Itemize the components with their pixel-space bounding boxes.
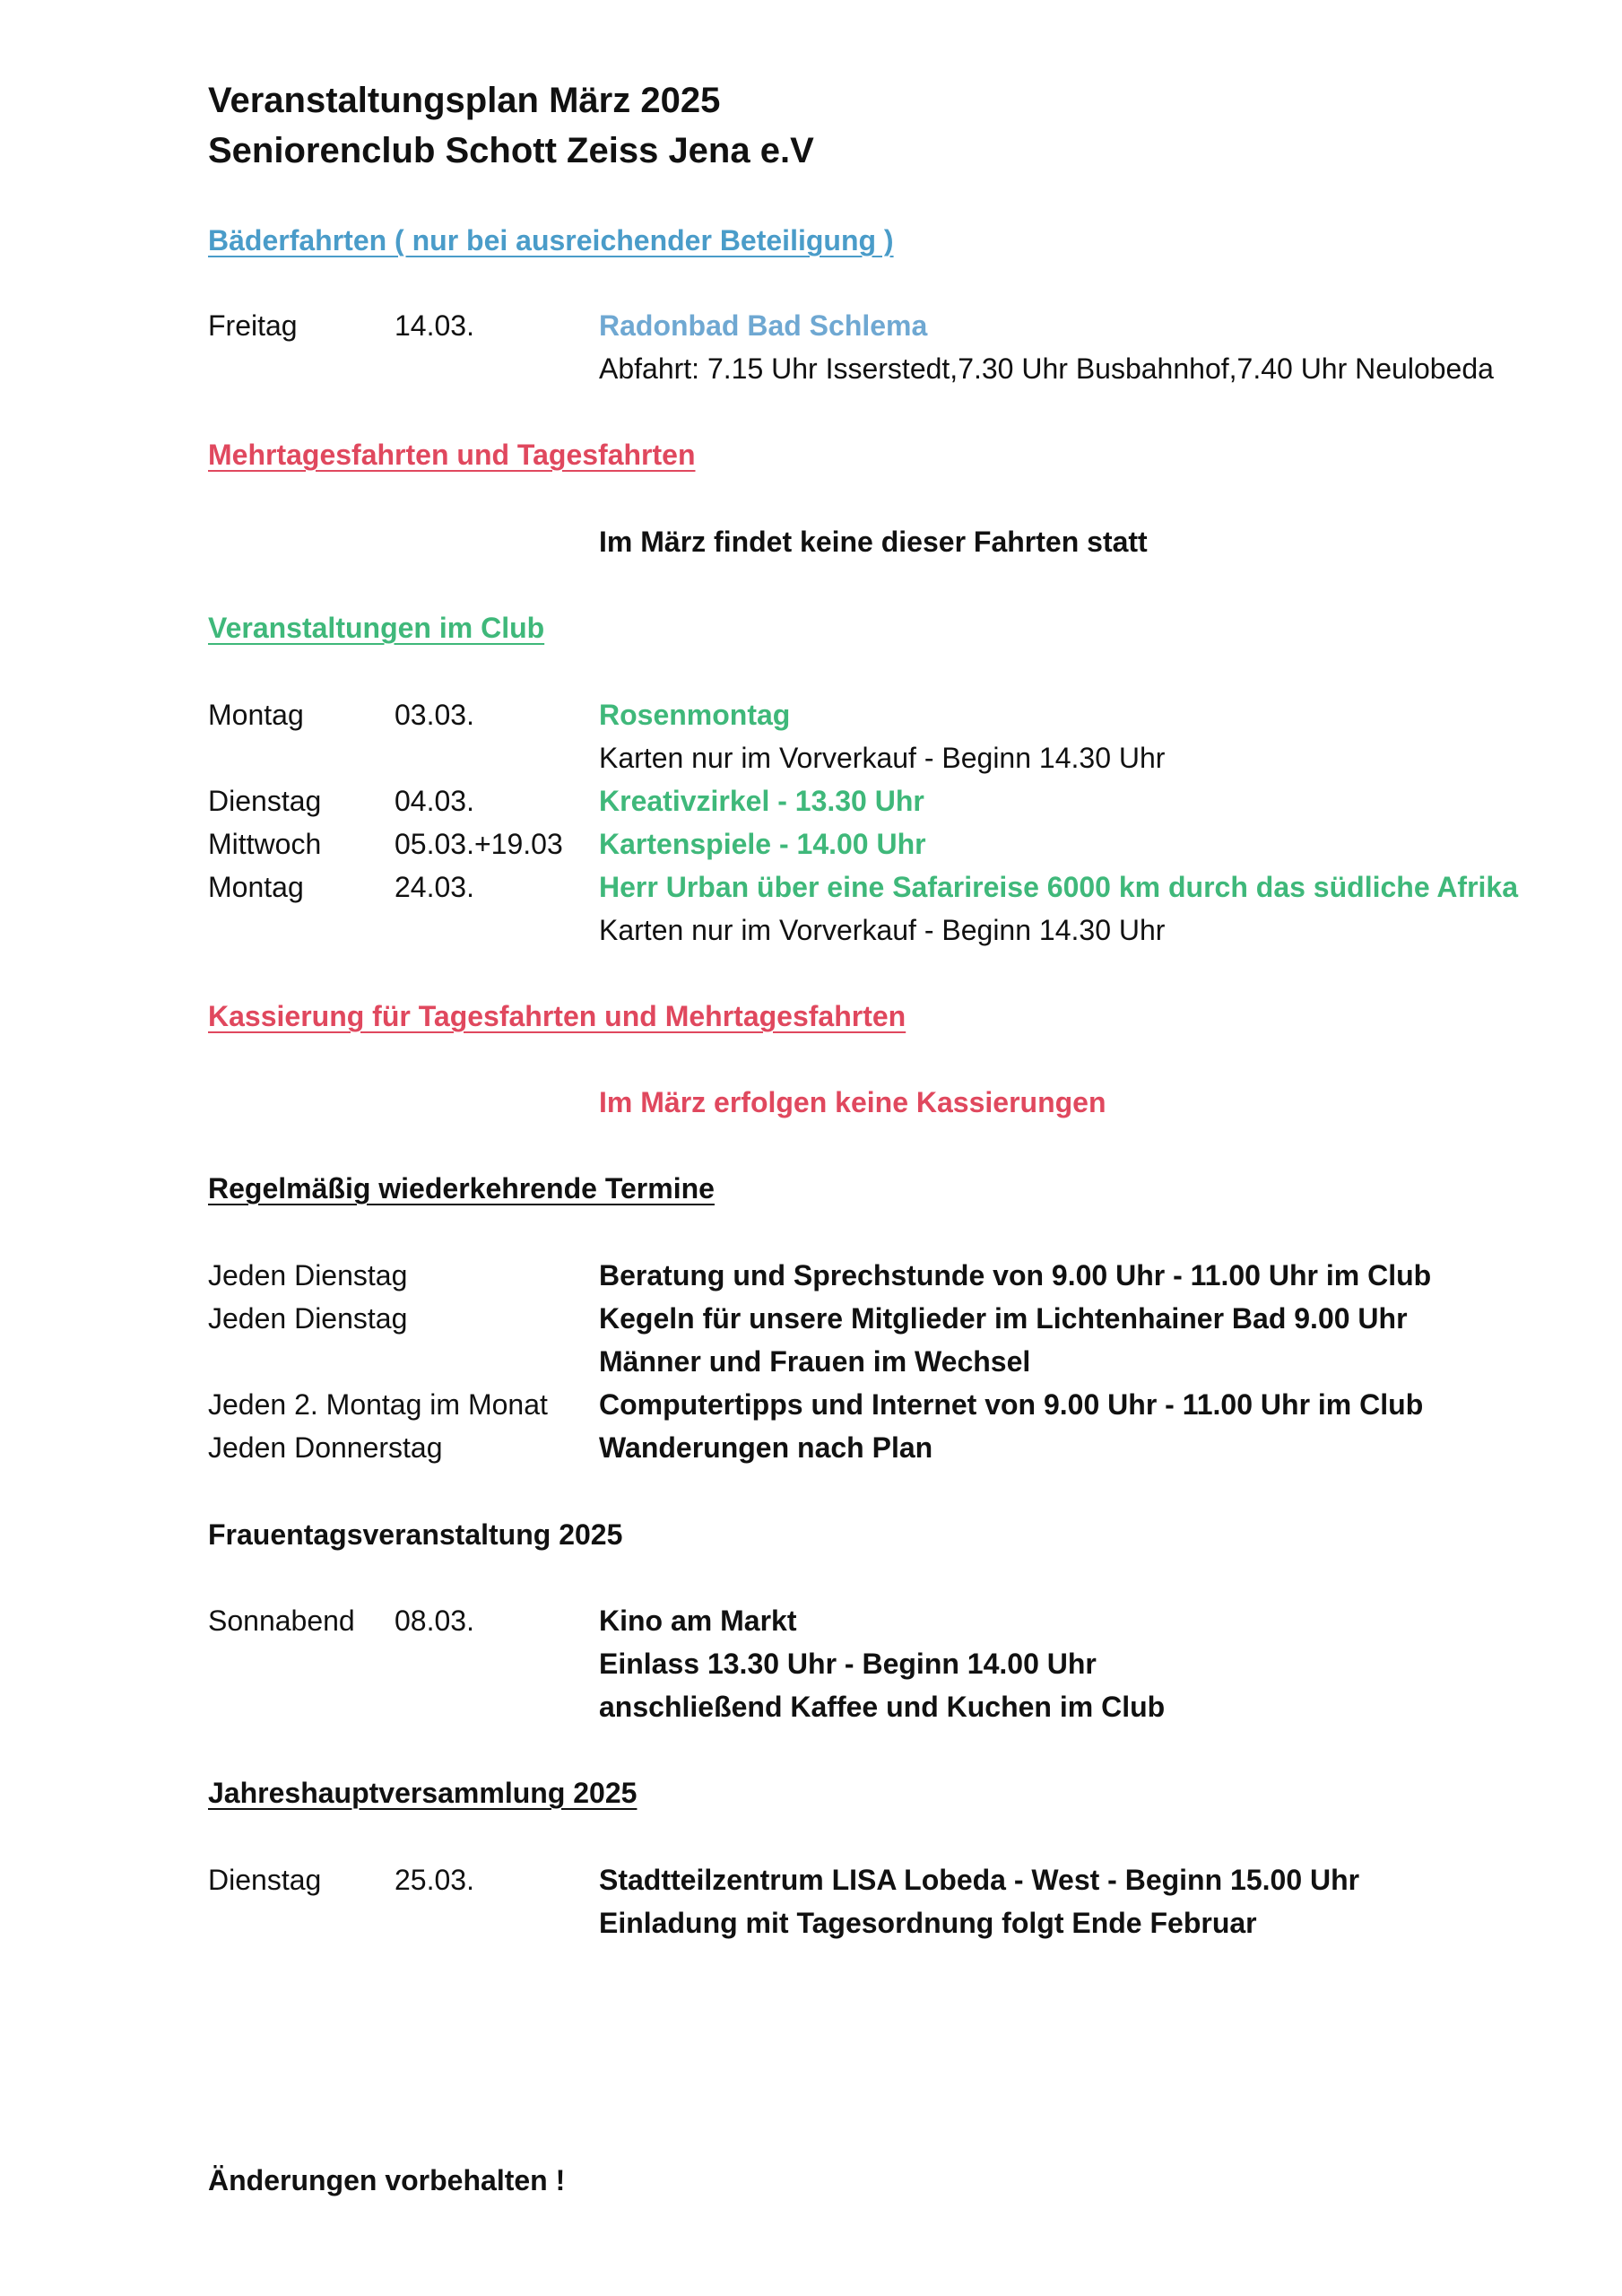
event-detail: Einlass 13.30 Uhr - Beginn 14.00 Uhr xyxy=(599,1648,1097,1680)
section-heading-kassierung: Kassierung für Tagesfahrten und Mehrtagesfahrten xyxy=(208,1000,906,1032)
event-title: Rosenmontag xyxy=(599,699,791,731)
event-day: Mittwoch xyxy=(208,828,322,860)
event-title: Radonbad Bad Schlema xyxy=(599,309,928,342)
event-day: Freitag xyxy=(208,309,298,342)
event-day: Montag xyxy=(208,699,304,731)
event-date: 05.03.+19.03 xyxy=(395,828,563,860)
event-date: 24.03. xyxy=(395,871,474,903)
recurring-what: Wanderungen nach Plan xyxy=(599,1431,933,1464)
event-title: Kino am Markt xyxy=(599,1605,797,1637)
event-detail: Abfahrt: 7.15 Uhr Isserstedt,7.30 Uhr Busbahnhof,7.40 Uhr Neulobeda xyxy=(599,352,1494,385)
section-heading-club: Veranstaltungen im Club xyxy=(208,612,545,644)
event-day: Dienstag xyxy=(208,785,322,817)
event-title: Kreativzirkel - 13.30 Uhr xyxy=(599,785,924,817)
event-detail: anschließend Kaffee und Kuchen im Club xyxy=(599,1691,1166,1723)
event-date: 14.03. xyxy=(395,309,474,342)
event-day: Montag xyxy=(208,871,304,903)
section-heading-mehrtagesfahrten: Mehrtagesfahrten und Tagesfahrten xyxy=(208,439,696,471)
page-title: Veranstaltungsplan März 2025 xyxy=(208,81,721,120)
recurring-what-continued: Männer und Frauen im Wechsel xyxy=(599,1345,1031,1378)
section-heading-frauentag: Frauentagsveranstaltung 2025 xyxy=(208,1518,623,1551)
section-note: Im März findet keine dieser Fahrten statt xyxy=(599,526,1148,558)
event-detail: Karten nur im Vorverkauf - Beginn 14.30 Uhr xyxy=(599,742,1166,774)
event-detail: Einladung mit Tagesordnung folgt Ende Februar xyxy=(599,1907,1257,1939)
recurring-when: Jeden 2. Montag im Monat xyxy=(208,1388,548,1421)
section-heading-regular: Regelmäßig wiederkehrende Termine xyxy=(208,1172,715,1205)
event-title: Stadtteilzentrum LISA Lobeda - West - Beginn 15.00 Uhr xyxy=(599,1864,1360,1896)
recurring-when: Jeden Donnerstag xyxy=(208,1431,443,1464)
event-date: 25.03. xyxy=(395,1864,474,1896)
section-note: Im März erfolgen keine Kassierungen xyxy=(599,1086,1106,1118)
event-title: Herr Urban über eine Safarireise 6000 km durch das südliche Afrika xyxy=(599,871,1519,903)
page-subtitle: Seniorenclub Schott Zeiss Jena e.V xyxy=(208,131,814,170)
event-day: Dienstag xyxy=(208,1864,322,1896)
event-date: 04.03. xyxy=(395,785,474,817)
event-date: 08.03. xyxy=(395,1605,474,1637)
event-date: 03.03. xyxy=(395,699,474,731)
section-heading-baederfahrten: Bäderfahrten ( nur bei ausreichender Beteiligung ) xyxy=(208,224,894,257)
recurring-what: Kegeln für unsere Mitglieder im Lichtenhainer Bad 9.00 Uhr xyxy=(599,1302,1408,1335)
event-detail: Karten nur im Vorverkauf - Beginn 14.30 Uhr xyxy=(599,914,1166,946)
event-title: Kartenspiele - 14.00 Uhr xyxy=(599,828,926,860)
recurring-what: Beratung und Sprechstunde von 9.00 Uhr - 11.00 Uhr im Club xyxy=(599,1259,1432,1292)
recurring-when: Jeden Dienstag xyxy=(208,1302,408,1335)
section-heading-jahreshauptversammlung: Jahreshauptversammlung 2025 xyxy=(208,1777,638,1809)
footer-note: Änderungen vorbehalten ! xyxy=(208,2164,566,2196)
event-day: Sonnabend xyxy=(208,1605,355,1637)
recurring-when: Jeden Dienstag xyxy=(208,1259,408,1292)
recurring-what: Computertipps und Internet von 9.00 Uhr - 11.00 Uhr im Club xyxy=(599,1388,1424,1421)
